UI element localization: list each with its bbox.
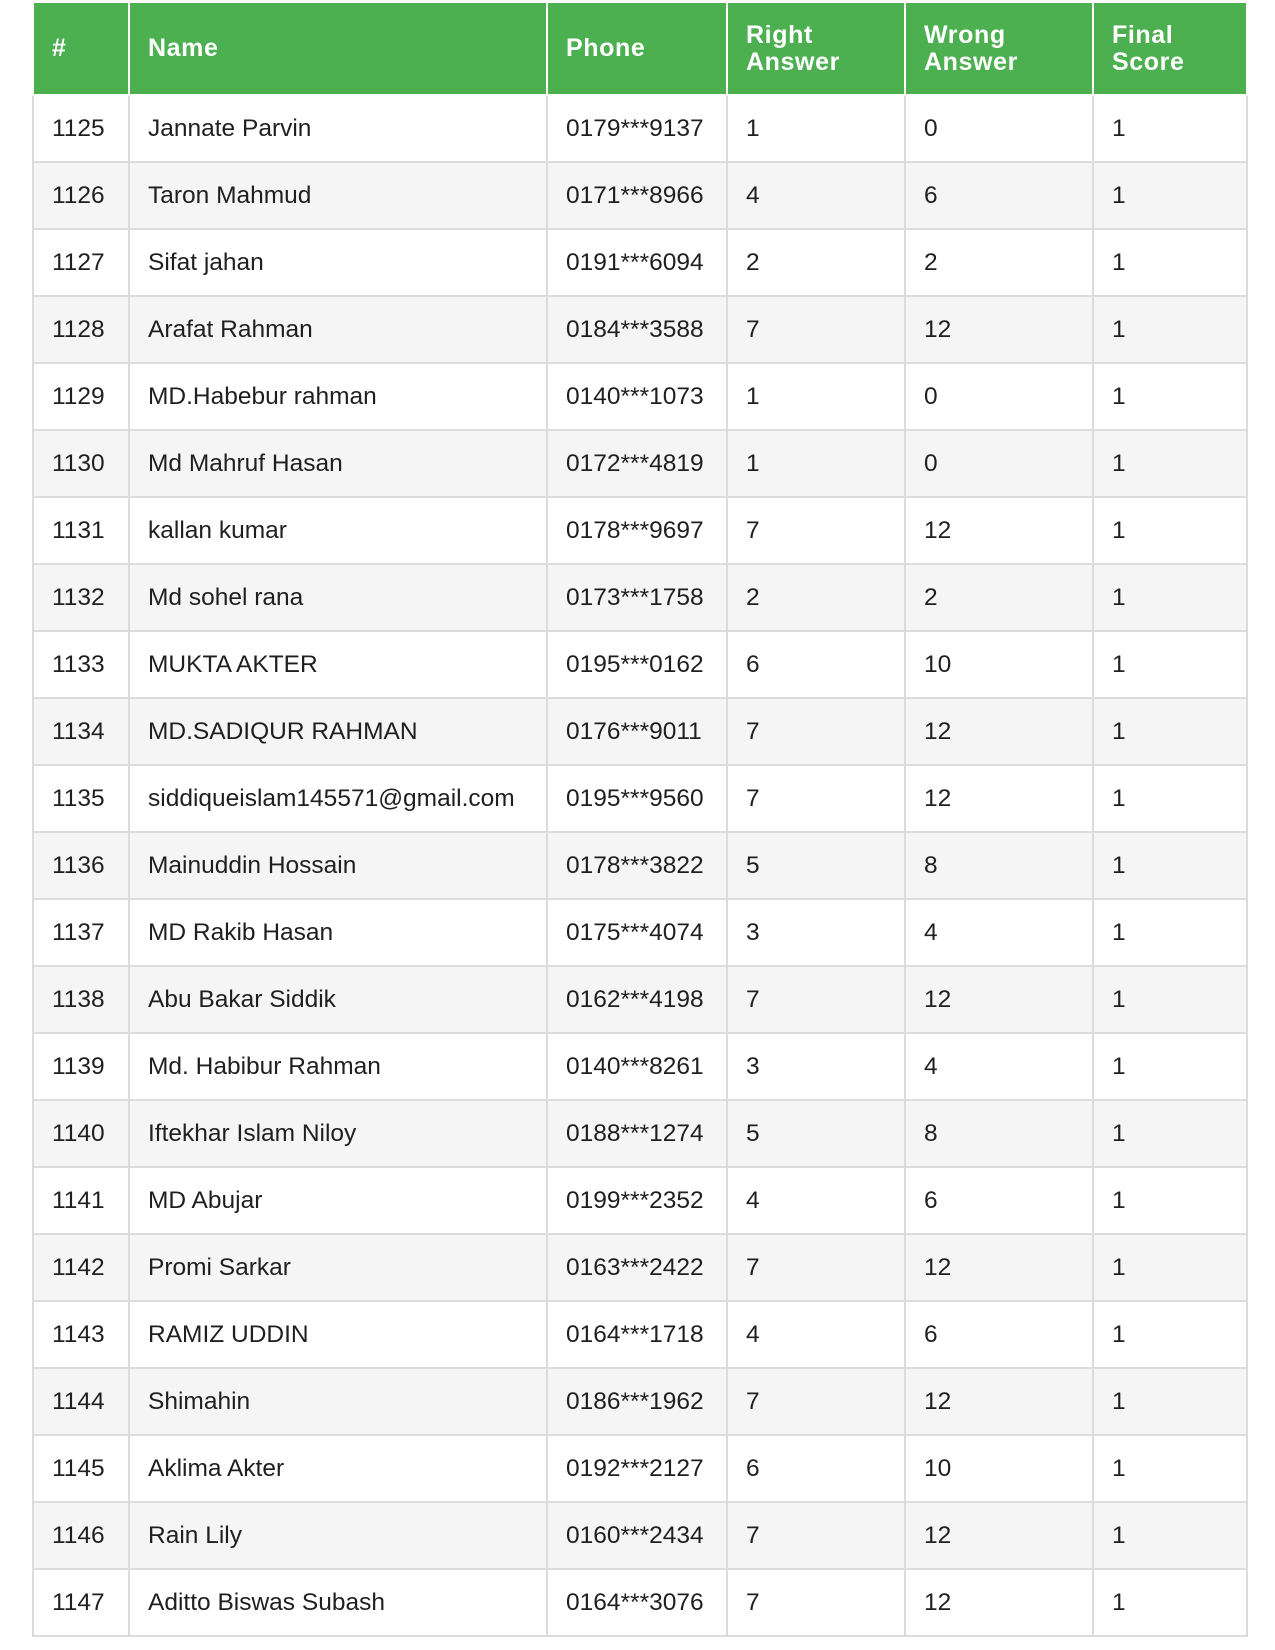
cell-wrong-answer: 4 bbox=[905, 899, 1093, 966]
cell-name: MD Abujar bbox=[129, 1167, 547, 1234]
table-row bbox=[33, 1167, 1247, 1234]
cell-right-answer: 1 bbox=[727, 363, 905, 430]
cell-final-score: 1 bbox=[1093, 966, 1247, 1033]
cell-final-score: 1 bbox=[1093, 1368, 1247, 1435]
cell-number: 1138 bbox=[33, 966, 129, 1033]
cell-number: 1129 bbox=[33, 363, 129, 430]
cell-phone: 0175***4074 bbox=[547, 899, 727, 966]
cell-number: 1142 bbox=[33, 1234, 129, 1301]
cell-right-answer: 2 bbox=[727, 229, 905, 296]
cell-number: 1146 bbox=[33, 1502, 129, 1569]
cell-final-score: 1 bbox=[1093, 1100, 1247, 1167]
table-row bbox=[33, 698, 1247, 765]
cell-right-answer: 2 bbox=[727, 564, 905, 631]
cell-number: 1147 bbox=[33, 1569, 129, 1636]
cell-right-answer: 3 bbox=[727, 1033, 905, 1100]
cell-name: Aditto Biswas Subash bbox=[129, 1569, 547, 1636]
cell-wrong-answer: 10 bbox=[905, 1435, 1093, 1502]
cell-name: Aklima Akter bbox=[129, 1435, 547, 1502]
cell-wrong-answer: 8 bbox=[905, 832, 1093, 899]
cell-number: 1128 bbox=[33, 296, 129, 363]
table-row bbox=[33, 296, 1247, 363]
table-row bbox=[33, 162, 1247, 229]
cell-name: Sifat jahan bbox=[129, 229, 547, 296]
cell-name: Shimahin bbox=[129, 1368, 547, 1435]
table-row bbox=[33, 564, 1247, 631]
cell-phone: 0179***9137 bbox=[547, 95, 727, 162]
cell-final-score: 1 bbox=[1093, 229, 1247, 296]
cell-right-answer: 7 bbox=[727, 1569, 905, 1636]
cell-phone: 0192***2127 bbox=[547, 1435, 727, 1502]
cell-right-answer: 5 bbox=[727, 1100, 905, 1167]
cell-final-score: 1 bbox=[1093, 162, 1247, 229]
cell-phone: 0171***8966 bbox=[547, 162, 727, 229]
cell-phone: 0140***8261 bbox=[547, 1033, 727, 1100]
header-right-answer: Right Answer bbox=[727, 2, 905, 95]
table-header bbox=[33, 2, 1247, 95]
cell-name: Iftekhar Islam Niloy bbox=[129, 1100, 547, 1167]
cell-wrong-answer: 0 bbox=[905, 363, 1093, 430]
cell-final-score: 1 bbox=[1093, 631, 1247, 698]
cell-phone: 0160***2434 bbox=[547, 1502, 727, 1569]
cell-wrong-answer: 12 bbox=[905, 1234, 1093, 1301]
cell-name: kallan kumar bbox=[129, 497, 547, 564]
cell-number: 1131 bbox=[33, 497, 129, 564]
header-wrong-answer: Wrong Answer bbox=[905, 2, 1093, 95]
header-name: Name bbox=[129, 2, 547, 95]
cell-number: 1134 bbox=[33, 698, 129, 765]
table-row bbox=[33, 430, 1247, 497]
cell-right-answer: 7 bbox=[727, 966, 905, 1033]
cell-phone: 0173***1758 bbox=[547, 564, 727, 631]
cell-wrong-answer: 12 bbox=[905, 1569, 1093, 1636]
table-row bbox=[33, 1368, 1247, 1435]
cell-wrong-answer: 4 bbox=[905, 1033, 1093, 1100]
table-row bbox=[33, 899, 1247, 966]
cell-right-answer: 7 bbox=[727, 296, 905, 363]
table-row bbox=[33, 1301, 1247, 1368]
cell-final-score: 1 bbox=[1093, 1167, 1247, 1234]
table-row bbox=[33, 1435, 1247, 1502]
cell-phone: 0164***3076 bbox=[547, 1569, 727, 1636]
table-row bbox=[33, 363, 1247, 430]
cell-phone: 0199***2352 bbox=[547, 1167, 727, 1234]
cell-phone: 0176***9011 bbox=[547, 698, 727, 765]
cell-phone: 0178***3822 bbox=[547, 832, 727, 899]
cell-name: RAMIZ UDDIN bbox=[129, 1301, 547, 1368]
cell-number: 1125 bbox=[33, 95, 129, 162]
table-row bbox=[33, 966, 1247, 1033]
cell-right-answer: 4 bbox=[727, 1301, 905, 1368]
table-row bbox=[33, 1569, 1247, 1636]
cell-name: Jannate Parvin bbox=[129, 95, 547, 162]
cell-right-answer: 7 bbox=[727, 1368, 905, 1435]
cell-number: 1126 bbox=[33, 162, 129, 229]
table-row bbox=[33, 497, 1247, 564]
cell-final-score: 1 bbox=[1093, 899, 1247, 966]
cell-number: 1139 bbox=[33, 1033, 129, 1100]
cell-right-answer: 7 bbox=[727, 1234, 905, 1301]
cell-wrong-answer: 0 bbox=[905, 430, 1093, 497]
cell-name: MD.Habebur rahman bbox=[129, 363, 547, 430]
cell-wrong-answer: 0 bbox=[905, 95, 1093, 162]
cell-name: Arafat Rahman bbox=[129, 296, 547, 363]
cell-final-score: 1 bbox=[1093, 430, 1247, 497]
cell-right-answer: 4 bbox=[727, 1167, 905, 1234]
cell-phone: 0186***1962 bbox=[547, 1368, 727, 1435]
cell-number: 1135 bbox=[33, 765, 129, 832]
cell-final-score: 1 bbox=[1093, 564, 1247, 631]
header-number: # bbox=[33, 2, 129, 95]
cell-number: 1136 bbox=[33, 832, 129, 899]
header-row bbox=[33, 2, 1247, 95]
header-phone: Phone bbox=[547, 2, 727, 95]
cell-wrong-answer: 2 bbox=[905, 564, 1093, 631]
cell-name: Rain Lily bbox=[129, 1502, 547, 1569]
cell-phone: 0191***6094 bbox=[547, 229, 727, 296]
cell-right-answer: 3 bbox=[727, 899, 905, 966]
cell-right-answer: 7 bbox=[727, 765, 905, 832]
cell-right-answer: 6 bbox=[727, 631, 905, 698]
cell-final-score: 1 bbox=[1093, 1435, 1247, 1502]
cell-right-answer: 7 bbox=[727, 698, 905, 765]
cell-final-score: 1 bbox=[1093, 1502, 1247, 1569]
cell-phone: 0195***9560 bbox=[547, 765, 727, 832]
cell-wrong-answer: 12 bbox=[905, 497, 1093, 564]
cell-name: Mainuddin Hossain bbox=[129, 832, 547, 899]
cell-number: 1144 bbox=[33, 1368, 129, 1435]
table-row bbox=[33, 832, 1247, 899]
cell-right-answer: 5 bbox=[727, 832, 905, 899]
cell-number: 1143 bbox=[33, 1301, 129, 1368]
cell-name: Taron Mahmud bbox=[129, 162, 547, 229]
cell-final-score: 1 bbox=[1093, 497, 1247, 564]
results-table bbox=[32, 1, 1248, 1637]
cell-wrong-answer: 12 bbox=[905, 296, 1093, 363]
cell-wrong-answer: 12 bbox=[905, 1502, 1093, 1569]
cell-phone: 0140***1073 bbox=[547, 363, 727, 430]
cell-right-answer: 7 bbox=[727, 1502, 905, 1569]
table-row bbox=[33, 1234, 1247, 1301]
cell-number: 1132 bbox=[33, 564, 129, 631]
cell-name: MUKTA AKTER bbox=[129, 631, 547, 698]
table-row bbox=[33, 95, 1247, 162]
cell-final-score: 1 bbox=[1093, 698, 1247, 765]
cell-phone: 0184***3588 bbox=[547, 296, 727, 363]
table-row bbox=[33, 1033, 1247, 1100]
cell-final-score: 1 bbox=[1093, 95, 1247, 162]
table-body bbox=[33, 95, 1247, 1636]
cell-final-score: 1 bbox=[1093, 1301, 1247, 1368]
cell-final-score: 1 bbox=[1093, 363, 1247, 430]
cell-number: 1137 bbox=[33, 899, 129, 966]
cell-wrong-answer: 8 bbox=[905, 1100, 1093, 1167]
table-row bbox=[33, 631, 1247, 698]
cell-number: 1133 bbox=[33, 631, 129, 698]
cell-phone: 0178***9697 bbox=[547, 497, 727, 564]
cell-phone: 0172***4819 bbox=[547, 430, 727, 497]
cell-wrong-answer: 6 bbox=[905, 1301, 1093, 1368]
cell-final-score: 1 bbox=[1093, 832, 1247, 899]
cell-wrong-answer: 12 bbox=[905, 765, 1093, 832]
cell-wrong-answer: 6 bbox=[905, 162, 1093, 229]
table-row bbox=[33, 229, 1247, 296]
cell-name: Promi Sarkar bbox=[129, 1234, 547, 1301]
cell-wrong-answer: 12 bbox=[905, 698, 1093, 765]
cell-phone: 0188***1274 bbox=[547, 1100, 727, 1167]
cell-number: 1140 bbox=[33, 1100, 129, 1167]
cell-right-answer: 1 bbox=[727, 95, 905, 162]
cell-name: Abu Bakar Siddik bbox=[129, 966, 547, 1033]
cell-right-answer: 4 bbox=[727, 162, 905, 229]
cell-phone: 0164***1718 bbox=[547, 1301, 727, 1368]
cell-name: MD Rakib Hasan bbox=[129, 899, 547, 966]
cell-right-answer: 1 bbox=[727, 430, 905, 497]
cell-right-answer: 7 bbox=[727, 497, 905, 564]
table-row bbox=[33, 1100, 1247, 1167]
cell-wrong-answer: 10 bbox=[905, 631, 1093, 698]
table-row bbox=[33, 765, 1247, 832]
cell-phone: 0162***4198 bbox=[547, 966, 727, 1033]
cell-final-score: 1 bbox=[1093, 296, 1247, 363]
cell-final-score: 1 bbox=[1093, 1033, 1247, 1100]
cell-phone: 0195***0162 bbox=[547, 631, 727, 698]
cell-final-score: 1 bbox=[1093, 1569, 1247, 1636]
header-final-score: Final Score bbox=[1093, 2, 1247, 95]
cell-wrong-answer: 12 bbox=[905, 1368, 1093, 1435]
cell-wrong-answer: 2 bbox=[905, 229, 1093, 296]
cell-right-answer: 6 bbox=[727, 1435, 905, 1502]
cell-name: Md Mahruf Hasan bbox=[129, 430, 547, 497]
cell-number: 1145 bbox=[33, 1435, 129, 1502]
cell-number: 1127 bbox=[33, 229, 129, 296]
cell-number: 1130 bbox=[33, 430, 129, 497]
cell-wrong-answer: 12 bbox=[905, 966, 1093, 1033]
table-row bbox=[33, 1502, 1247, 1569]
cell-name: siddiqueislam145571@gmail.com bbox=[129, 765, 547, 832]
cell-final-score: 1 bbox=[1093, 1234, 1247, 1301]
cell-name: Md sohel rana bbox=[129, 564, 547, 631]
cell-number: 1141 bbox=[33, 1167, 129, 1234]
cell-name: MD.SADIQUR RAHMAN bbox=[129, 698, 547, 765]
cell-wrong-answer: 6 bbox=[905, 1167, 1093, 1234]
cell-final-score: 1 bbox=[1093, 765, 1247, 832]
cell-phone: 0163***2422 bbox=[547, 1234, 727, 1301]
cell-name: Md. Habibur Rahman bbox=[129, 1033, 547, 1100]
